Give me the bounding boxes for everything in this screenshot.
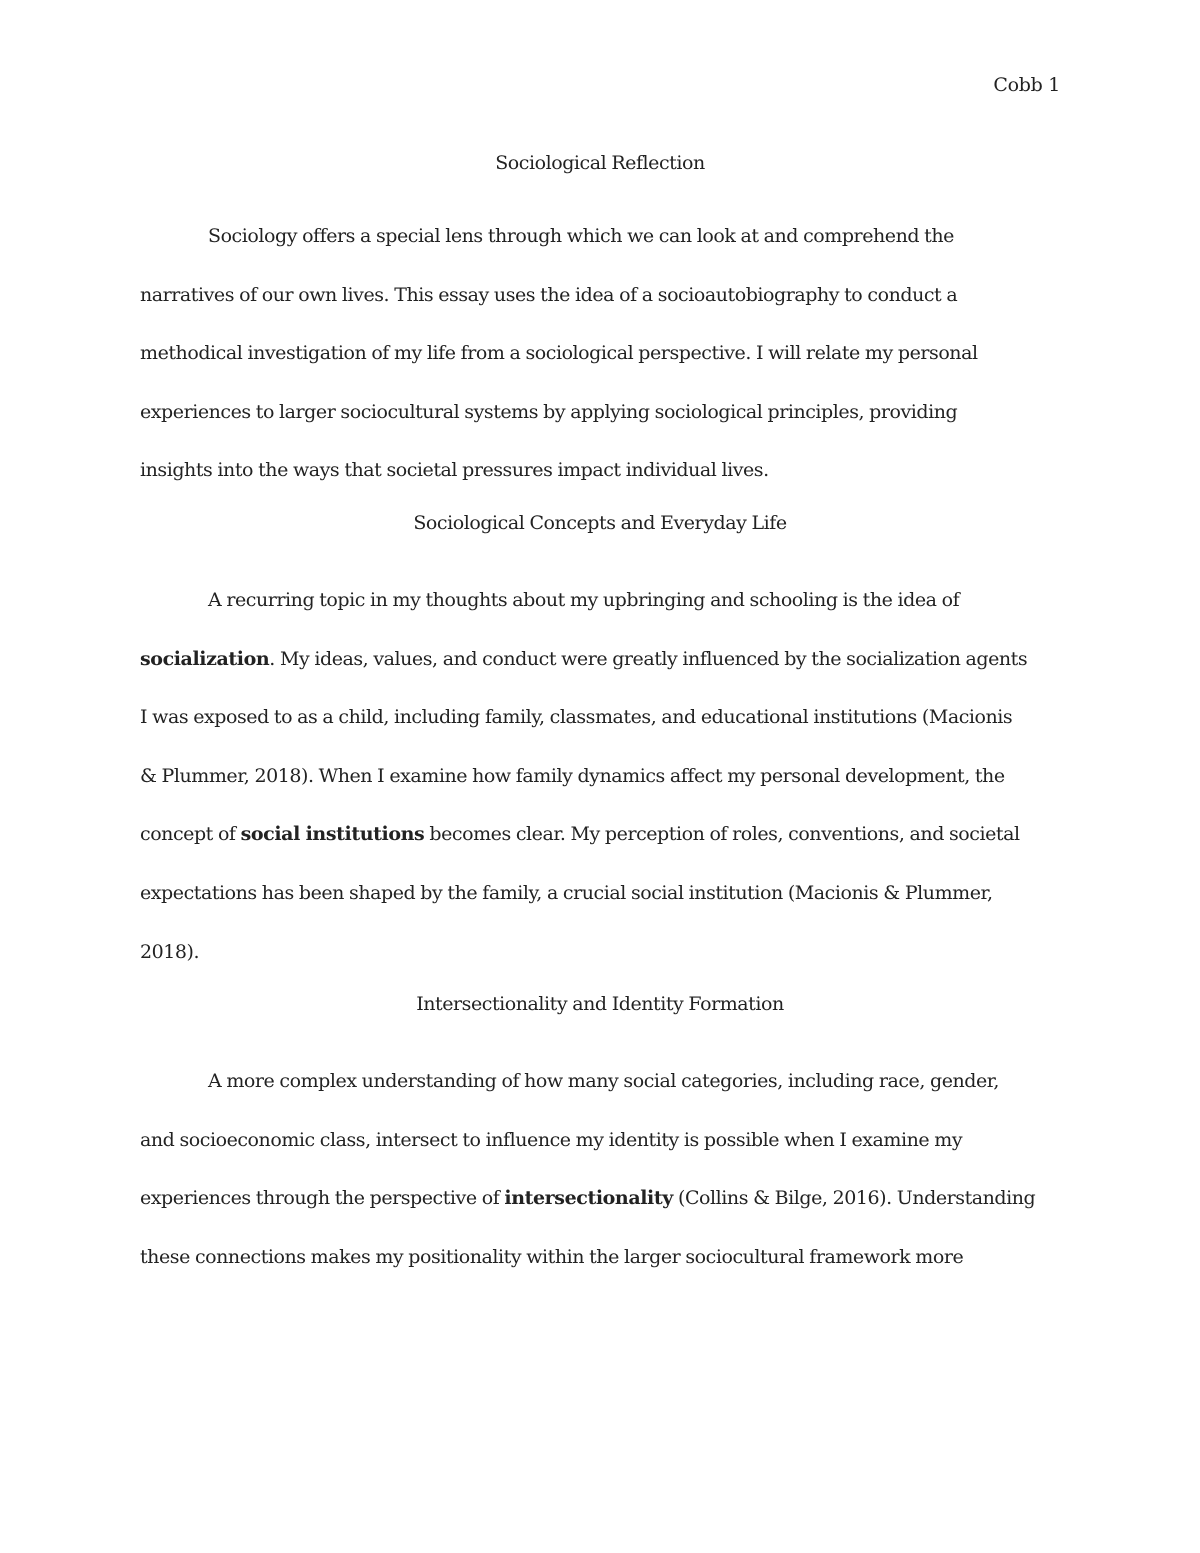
section2-line: A more complex understanding of how many social categories, including race, gender, — [208, 1070, 999, 1093]
intro-line: experiences to larger sociocultural systems by applying sociological principles, providing — [140, 400, 958, 423]
section-heading-sociological-concepts: Sociological Concepts and Everyday Life — [413, 511, 787, 534]
intro-line: Sociology offers a special lens through which we can look at and comprehend the — [208, 225, 954, 247]
section2-line-text: (Collins & Bilge, 2016). Understanding — [672, 1187, 1036, 1210]
section1-line — [140, 630, 1060, 689]
section1-line: & Plummer, 2018). When I examine how family dynamics affect my personal development, the — [140, 764, 1005, 787]
section1-line-text: becomes clear. My perception of roles, conventions, and societal — [424, 823, 1020, 846]
term-socialization: socialization — [140, 647, 270, 670]
section2-paragraph — [140, 1052, 1060, 1286]
term-social-institutions: social institutions — [240, 823, 425, 846]
section1-paragraph — [140, 571, 1060, 981]
section1-line — [140, 805, 1060, 864]
section2-line: these connections makes my positionality within the larger sociocultural framework more — [140, 1245, 964, 1268]
section1-line: A recurring topic in my thoughts about my upbringing and schooling is the idea of — [208, 588, 960, 611]
intro-line: methodical investigation of my life from a sociological perspective. I will relate my personal — [140, 342, 978, 365]
intro-line: narratives of our own lives. This essay uses the idea of a socioautobiography to conduct a — [140, 283, 958, 306]
section-heading-intersectionality: Intersectionality and Identity Formation — [416, 993, 784, 1016]
section2-line-text: experiences through the perspective of — [140, 1187, 505, 1210]
running-head-page-number: Cobb 1 — [993, 74, 1060, 96]
section1-line: expectations has been shaped by the family, a crucial social institution (Macionis & Plummer, — [140, 881, 993, 904]
section1-line: 2018). — [140, 940, 200, 963]
section2-line: and socioeconomic class, intersect to influence my identity is possible when I examine my — [140, 1128, 963, 1151]
document-body — [140, 145, 1060, 1287]
intro-line: insights into the ways that societal pressures impact individual lives. — [140, 459, 769, 482]
section1-line: I was exposed to as a child, including family, classmates, and educational institutions (Macionis — [140, 706, 1013, 729]
section1-line-text: . My ideas, values, and conduct were greatly influenced by the socialization agents — [269, 647, 1028, 670]
section2-line — [140, 1169, 1060, 1228]
section1-line-text: concept of — [140, 823, 241, 846]
document-title: Sociological Reflection — [495, 152, 705, 174]
term-intersectionality: intersectionality — [504, 1187, 673, 1210]
intro-paragraph — [140, 207, 1060, 500]
